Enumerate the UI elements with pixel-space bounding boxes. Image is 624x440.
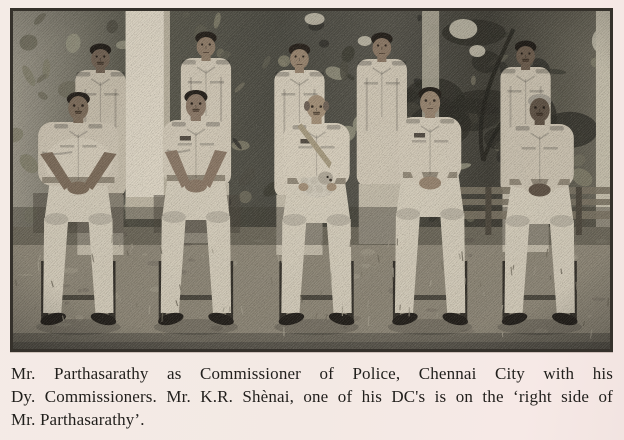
caption-line-2: Dy. Commissioners. Mr. K.R. Shènai, one of his DC's is on the ‘right side of [11,387,613,406]
group-photograph-frame [10,8,613,352]
caption-line-3: Mr. Parthasarathy’. [11,410,145,429]
vignette [13,11,610,349]
group-photograph [13,11,610,349]
photo-caption [11,362,613,431]
caption-line-1: Mr. Parthasarathy as Commissioner of Police, Chennai City with his [11,364,613,383]
